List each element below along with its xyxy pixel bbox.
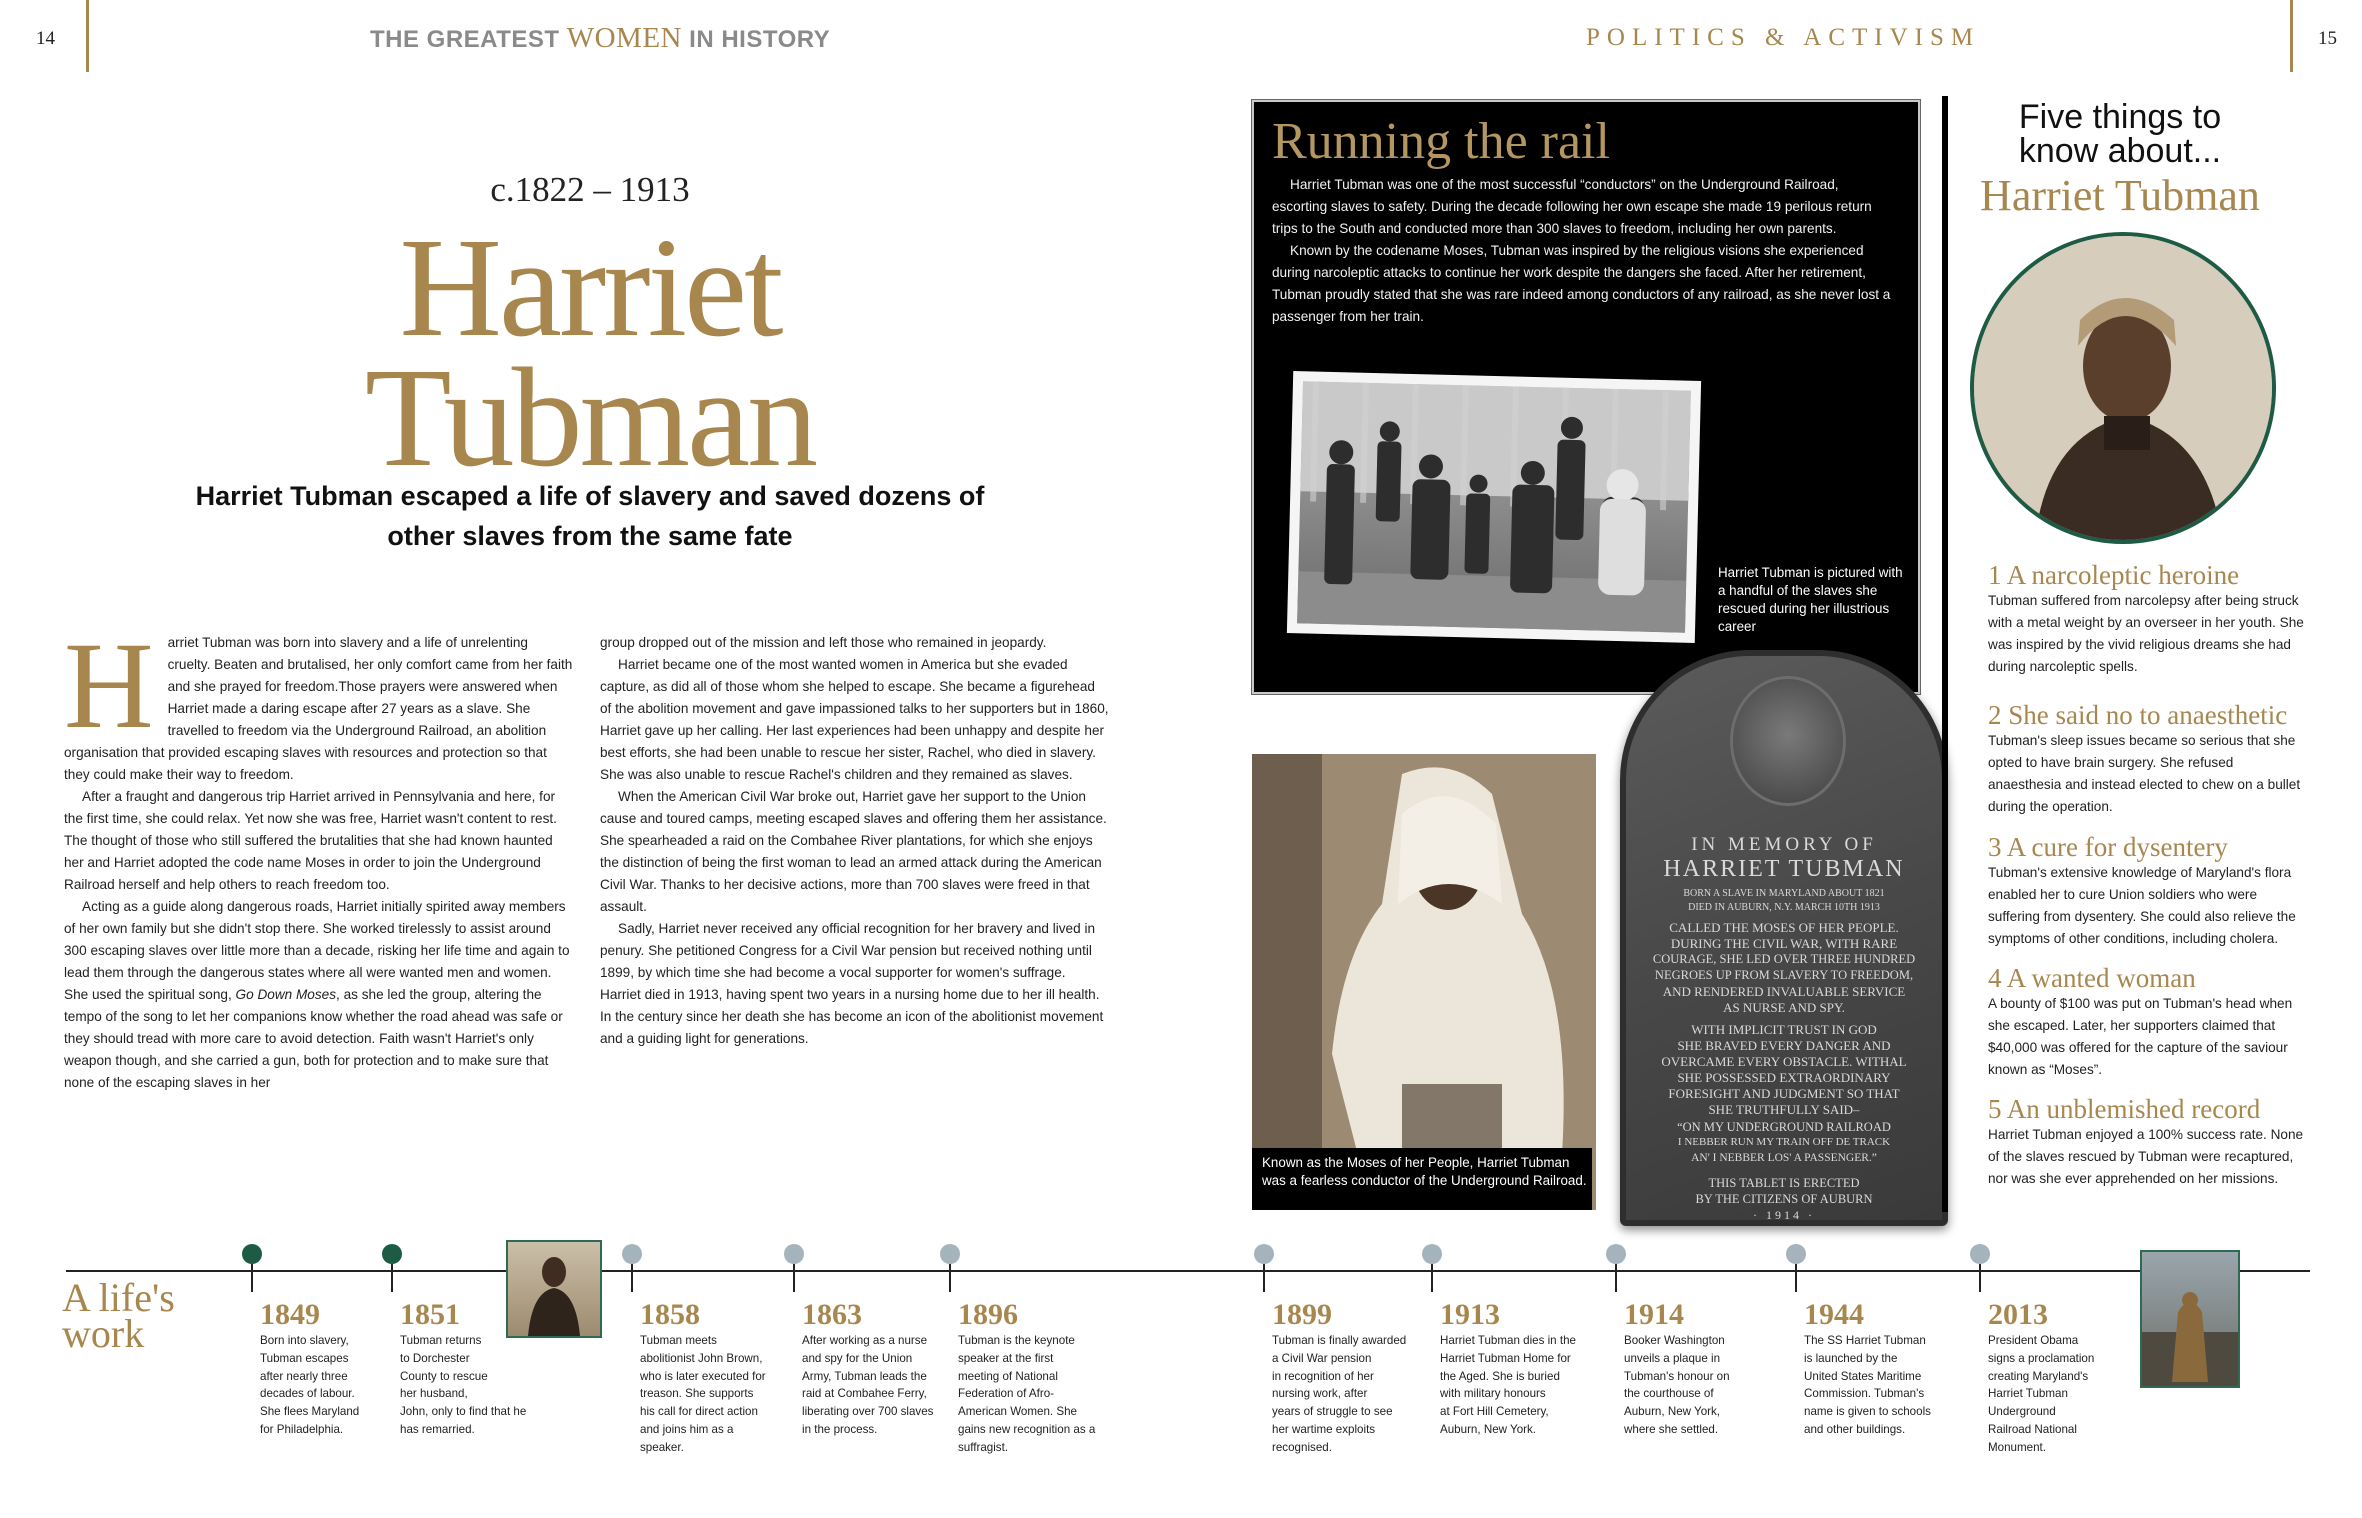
timeline-stem (949, 1264, 951, 1292)
five-things-title-line2: know about... (2018, 132, 2222, 170)
timeline-description-line: Tubman is the keynote (958, 1334, 1075, 1347)
timeline-description-line: has remarried. (400, 1422, 475, 1436)
thing-1-text: Tubman suffered from narcolepsy after being struck with a metal weight by an overseer in her youth. She was inspired by the vivid religious dreams she had during narcoleptic spells. (1988, 593, 2304, 674)
timeline-description-line: Army, Tubman leads the (802, 1369, 927, 1383)
plaque-line: AND RENDERED INVALUABLE SERVICE (1662, 984, 1906, 999)
timeline-description (1624, 1332, 1754, 1439)
plaque-line: “ON MY UNDERGROUND RAILROAD (1677, 1120, 1891, 1134)
thing-5-text: Harriet Tubman enjoyed a 100% success rate. None of the slaves rescued by Tubman were recaptured, nor was she ever apprehended on her missions. (1988, 1127, 2304, 1186)
timeline-description-line: to Dorchester (400, 1351, 470, 1365)
timeline-stem (391, 1264, 393, 1292)
tubman-portrait-figure (1974, 236, 2276, 544)
timeline-stem (631, 1264, 633, 1292)
timeline-dot (1254, 1244, 1274, 1264)
plaque-line: SHE POSSESSED EXTRAORDINARY (1677, 1070, 1891, 1085)
plaque-line: AN' I NEBBER LOS' A PASSENGER.” (1691, 1152, 1877, 1164)
thing-4-text: A bounty of $100 was put on Tubman's head when she escaped. Later, her supporters claimed that $40,000 was offered for the capture of the saviour known as “Moses”. (1988, 996, 2293, 1077)
timeline-description-line: creating Maryland's (1988, 1369, 2089, 1383)
timeline-description-line: Tubman returns (400, 1334, 482, 1347)
plaque-line: OVERCAME EVERY OBSTACLE. WITHAL (1661, 1054, 1907, 1069)
timeline-heading-line1: A life's (62, 1275, 175, 1320)
timeline-year: 1899 (1272, 1298, 1332, 1331)
plaque-line: CALLED THE MOSES OF HER PEOPLE. (1669, 920, 1899, 935)
headline-first-name: Harriet (399, 208, 781, 366)
timeline-photo-portrait (506, 1240, 602, 1338)
plaque-line: AS NURSE AND SPY. (1723, 1000, 1845, 1015)
timeline-description-line: at Fort Hill Cemetery, (1440, 1405, 1549, 1419)
drop-cap: H (64, 617, 154, 754)
timeline-stem (793, 1264, 795, 1292)
page-number-left: 14 (36, 28, 55, 49)
timeline-description (260, 1332, 380, 1439)
timeline-dot (784, 1244, 804, 1264)
plaque-line: COURAGE, SHE LED OVER THREE HUNDRED (1652, 952, 1916, 966)
timeline-stem (1795, 1264, 1797, 1292)
timeline-description-line: The SS Harriet Tubman (1804, 1334, 1926, 1347)
timeline-description (400, 1332, 550, 1439)
five-things-title-line1: Five things to (2018, 98, 2222, 136)
body-text: , as she led the group, altering the tempo of the song to let her companions know whether the road ahead was safe or they should tread with more care to avoid detection. Faith wasn't Harriet's only weapon though, and she carried a gun, both for protection and to make sure that none of the escaping slaves in her (64, 987, 563, 1090)
timeline-stem (1979, 1264, 1981, 1292)
timeline-description-line: name is given to schools (1804, 1405, 1931, 1419)
five-things-name: Harriet Tubman (1980, 171, 2260, 220)
timeline-photo-monument (2140, 1250, 2240, 1388)
timeline-description-line: speaker at the first (958, 1351, 1054, 1365)
timeline-description-line: John, only to find that he (400, 1405, 527, 1419)
timeline-description-line: nursing work, after (1272, 1387, 1368, 1401)
thing-2-text: Tubman's sleep issues became so serious that she opted to have brain surgery. She refused anaesthesia and instead elected to chew on a bullet during the operation. (1988, 733, 2301, 814)
plaque-line: BORN A SLAVE IN MARYLAND ABOUT 1821 (1683, 888, 1885, 899)
timeline-description (1988, 1332, 2138, 1457)
timeline-dot (1970, 1244, 1990, 1264)
timeline-description-line: raid at Combahee Ferry, (802, 1387, 927, 1401)
moses-photo (1252, 754, 1596, 1210)
body-paragraph: Harriet became one of the most wanted women in America but she evaded capture, as did all of those whom she helped to escape. She became a figurehead of the abolition movement and gave impassioned talks to her supporters but in 1860, Harriet gave up her calling. Her last experiences had been unhappy and despite her best efforts, she had been unable to rescue her sister, Rachel, who died in slavery. She was also unable to rescue Rachel's children and they remained as slaves. (600, 657, 1109, 782)
timeline-year: 1863 (802, 1298, 862, 1331)
timeline-description-line: with military honours (1440, 1387, 1546, 1401)
plaque-line: THIS TABLET IS ERECTED (1708, 1176, 1860, 1190)
plaque-line: WITH IMPLICIT TRUST IN GOD (1691, 1022, 1877, 1037)
timeline-description-line: after nearly three (260, 1369, 348, 1383)
timeline-description-line: her wartime exploits (1272, 1422, 1376, 1436)
header-rule-left (86, 0, 89, 72)
sidebar-rule (1942, 96, 1948, 1212)
timeline-description-line: United States Maritime (1804, 1369, 1922, 1383)
thing-4-title: 4 A wanted woman (1988, 963, 2196, 993)
timeline-description-line: suffragist. (958, 1440, 1009, 1454)
timeline-description-line: is launched by the (1804, 1351, 1898, 1365)
rail-paragraph: Harriet Tubman was one of the most successful “conductors” on the Underground Railroad, escorting slaves to safety. During the decade following her own escape she made 19 perilous return trips to the South and conducted more than 300 slaves to freedom, including her own parents. (1272, 177, 1872, 236)
timeline-stem (251, 1264, 253, 1292)
section-title: POLITICS & ACTIVISM (1586, 24, 1981, 51)
life-dates: c.1822 – 1913 (490, 170, 690, 209)
magazine-title-part2: IN HISTORY (682, 26, 831, 53)
timeline-description-line: Harriet Tubman Home for (1440, 1351, 1571, 1365)
standfirst: Harriet Tubman escaped a life of slavery and saved dozens of other slaves from the same fate (195, 481, 985, 551)
timeline-photo-statue (2142, 1252, 2238, 1386)
plaque-line: I NEBBER RUN MY TRAIN OFF DE TRACK (1677, 1136, 1891, 1148)
timeline-description-line: years of struggle to see (1272, 1405, 1393, 1419)
group-photo-figures (1297, 381, 1691, 632)
timeline-heading (62, 1275, 175, 1356)
body-paragraph: When the American Civil War broke out, Harriet gave her support to the Union cause and toured camps, meeting escaped slaves and offering them her assistance. She spearheaded a raid on the Combahee River plantations, for which she enjoys the distinction of being the first woman to lead an armed attack during the American Civil War. Thanks to her decisive actions, more than 700 slaves were freed in that assault. (600, 789, 1107, 914)
timeline-description-line: abolitionist John Brown, (640, 1351, 763, 1365)
thing-1-title: 1 A narcoleptic heroine (1988, 560, 2240, 590)
timeline-description-line: who is later executed for (640, 1369, 766, 1383)
timeline-description-line: unveils a plaque in (1624, 1351, 1721, 1365)
timeline-description-line: recognised. (1272, 1440, 1332, 1454)
timeline-year: 1944 (1804, 1298, 1864, 1331)
timeline-description (802, 1332, 952, 1439)
plaque-line: NEGROES UP FROM SLAVERY TO FREEDOM, (1654, 968, 1914, 982)
rail-paragraph: Known by the codename Moses, Tubman was inspired by the religious visions she experienced during narcoleptic attacks to continue her work despite the dangers she faced. After her retirement, Tubman proudly stated that she was rare indeed among conductors of any railroad, as she never lost a passenger from her train. (1272, 243, 1891, 324)
timeline-description-line: Tubman is finally awarded (1272, 1334, 1407, 1347)
timeline-year: 1858 (640, 1298, 700, 1331)
running-the-rail-box (1252, 100, 1920, 694)
timeline-description-line: and joins him as a (640, 1422, 734, 1436)
timeline-dot (382, 1244, 402, 1264)
body-paragraph (64, 896, 574, 1094)
timeline-year: 1914 (1624, 1298, 1684, 1331)
timeline-description-line: Commission. Tubman's (1804, 1387, 1925, 1401)
group-photo-image (1297, 381, 1691, 632)
timeline-description-line: Tubman meets (640, 1334, 717, 1347)
body-paragraph: group dropped out of the mission and left those who remained in jeopardy. (600, 635, 1047, 650)
timeline-description (640, 1332, 790, 1457)
plaque-line: · 1914 · (1753, 1208, 1815, 1222)
header-rule-right (2290, 0, 2293, 72)
timeline-year: 1896 (958, 1298, 1018, 1331)
timeline-year: 1851 (400, 1298, 460, 1331)
body-column-2 (600, 632, 1110, 1050)
timeline-description-line: speaker. (640, 1440, 684, 1454)
timeline-description-line: Tubman's honour on (1624, 1369, 1730, 1383)
body-paragraph: Sadly, Harriet never received any official recognition for her bravery and lived in penury. She petitioned Congress for a Civil War pension but received nothing until 1899, by which time she had become a vocal supporter for women's suffrage. Harriet died in 1913, having spent two years in a nursing home due to her ill health. In the century since her death she has become an icon of the abolitionist movement and a guiding light for generations. (600, 921, 1104, 1046)
timeline-dot (622, 1244, 642, 1264)
thing-3-text: Tubman's extensive knowledge of Maryland's flora enabled her to cure Union soldiers who were suffering from dysentery. She could also relieve the symptoms of other conditions, including cholera. (1988, 865, 2296, 946)
timeline-description-line: where she settled. (1624, 1422, 1719, 1436)
thing-5-title: 5 An unblemished record (1988, 1094, 2261, 1124)
timeline-description-line: Auburn, New York, (1624, 1405, 1721, 1419)
timeline-description-line: Monument. (1988, 1440, 2046, 1454)
timeline-dot (1606, 1244, 1626, 1264)
timeline-dot (940, 1244, 960, 1264)
timeline-year: 2013 (1988, 1298, 2048, 1331)
body-paragraph: arriet Tubman was born into slavery and a life of unrelenting cruelty. Beaten and brutalised, her only comfort came from her faith and she prayed for freedom.Those prayers were answered when Harriet made a daring escape after 27 years as a slave. She travelled to freedom via the Underground Railroad, an abolition organisation that provided escaping slaves with resources and protection so that they could make their way to freedom. (64, 635, 573, 782)
timeline-description-line: a Civil War pension (1272, 1351, 1372, 1365)
timeline-stem (1615, 1264, 1617, 1292)
timeline-dot (1786, 1244, 1806, 1264)
plaque-line: DURING THE CIVIL WAR, WITH RARE (1670, 936, 1898, 951)
timeline-description-line: liberating over 700 slaves (802, 1405, 934, 1419)
group-photo-caption: Harriet Tubman is pictured with a handful of the slaves she rescued during her illustrious career (1718, 565, 1903, 634)
magazine-title (370, 22, 830, 55)
timeline-photo-figure (508, 1242, 600, 1336)
timeline-description-line: Booker Washington (1624, 1334, 1725, 1347)
timeline-description-line: She flees Maryland (260, 1405, 360, 1419)
timeline-description-line: in the process. (802, 1422, 878, 1436)
song-title: Go Down Moses (235, 987, 337, 1002)
timeline-dot (1422, 1244, 1442, 1264)
plaque-line: HARRIET TUBMAN (1663, 856, 1905, 882)
timeline-description-line: Born into slavery, (260, 1334, 349, 1347)
timeline-description-line: Auburn, New York. (1440, 1422, 1537, 1436)
rail-text (1272, 174, 1892, 328)
plaque-line: SHE TRUTHFULLY SAID– (1708, 1102, 1860, 1117)
memorial-plaque (1620, 650, 1948, 1226)
plaque-line: IN MEMORY OF (1691, 834, 1877, 855)
timeline-description-line: Railroad National (1988, 1422, 2077, 1436)
five-things-title (1980, 100, 2260, 168)
thing-2-title: 2 She said no to anaesthetic (1988, 700, 2288, 730)
timeline-dot (242, 1244, 262, 1264)
timeline-description (1440, 1332, 1610, 1439)
timeline-description-line: the Aged. She is buried (1440, 1369, 1560, 1383)
timeline-description-line: Federation of Afro- (958, 1387, 1055, 1401)
timeline-stem (1263, 1264, 1265, 1292)
plaque-line: BY THE CITIZENS OF AUBURN (1695, 1192, 1873, 1206)
timeline-description-line: for Philadelphia. (260, 1422, 344, 1436)
headline-last-name: Tubman (364, 338, 816, 496)
thing-3-title: 3 A cure for dysentery (1988, 832, 2228, 862)
timeline-description-line: President Obama (1988, 1334, 2079, 1347)
timeline-axis (66, 1270, 2310, 1272)
timeline-description-line: the courthouse of (1624, 1387, 1714, 1401)
timeline-description-line: Tubman escapes (260, 1351, 349, 1365)
timeline-description (1272, 1332, 1422, 1457)
timeline-description-line: meeting of National (958, 1369, 1058, 1383)
group-photo (1287, 371, 1701, 643)
timeline-description-line: Harriet Tubman (1988, 1387, 2068, 1401)
timeline-description-line: gains new recognition as a (958, 1422, 1096, 1436)
body-column-1 (64, 617, 574, 1094)
plaque-line: FORESIGHT AND JUDGMENT SO THAT (1668, 1086, 1900, 1101)
timeline-year: 1913 (1440, 1298, 1500, 1331)
timeline-year: 1849 (260, 1298, 320, 1331)
timeline-description-line: treason. She supports (640, 1387, 754, 1401)
plaque-line: DIED IN AUBURN, N.Y. MARCH 10TH 1913 (1688, 902, 1880, 913)
timeline-heading-line2: work (62, 1311, 145, 1356)
timeline-description-line: signs a proclamation (1988, 1351, 2095, 1365)
timeline-description-line: Harriet Tubman dies in the (1440, 1334, 1576, 1347)
timeline-description-line: her husband, (400, 1387, 468, 1401)
rail-title: Running the rail (1272, 113, 1610, 170)
timeline-description-line: his call for direct action (640, 1405, 758, 1419)
timeline-description (1804, 1332, 1964, 1439)
timeline-description (958, 1332, 1128, 1457)
timeline-stem (1431, 1264, 1433, 1292)
timeline-description-line: Underground (1988, 1405, 2056, 1419)
plaque-line: SHE BRAVED EVERY DANGER AND (1677, 1038, 1891, 1053)
timeline-description-line: County to rescue (400, 1369, 488, 1383)
page-number-right: 15 (2318, 28, 2337, 49)
timeline-description-line: decades of labour. (260, 1387, 355, 1401)
magazine-title-women: WOMEN (566, 22, 682, 54)
moses-photo-figure (1252, 754, 1596, 1210)
timeline-description-line: in recognition of her (1272, 1369, 1374, 1383)
moses-photo-caption: Known as the Moses of her People, Harriet Tubman was a fearless conductor of the Underground Railroad. (1262, 1155, 1587, 1188)
timeline-description-line: and other buildings. (1804, 1422, 1906, 1436)
timeline-description-line: and spy for the Union (802, 1351, 913, 1365)
body-text: Acting as a guide along dangerous roads, Harriet initially spirited away members of her own family but she didn't stop there. She worked tirelessly to assist around 300 escaping slaves over little more than a decade, risking her life time and again to lead them through the dangerous states where all were wanted men and women. She used the spiritual song, (64, 899, 570, 1002)
body-paragraph: After a fraught and dangerous trip Harriet arrived in Pennsylvania and here, for the first time, she could relax. Yet now she was free, Harriet wasn't content to rest. The thought of those who still suffered the brutalities that she had known haunted her and Harriet adopted the code name Moses in order to join the Underground Railroad herself and help others to reach freedom too. (64, 789, 557, 892)
timeline-description-line: American Women. She (958, 1405, 1077, 1419)
plaque-portrait-relief (1730, 676, 1846, 806)
tubman-portrait (1970, 232, 2276, 544)
magazine-title-part1: THE GREATEST (370, 26, 567, 53)
timeline-description-line: After working as a nurse (802, 1334, 928, 1347)
